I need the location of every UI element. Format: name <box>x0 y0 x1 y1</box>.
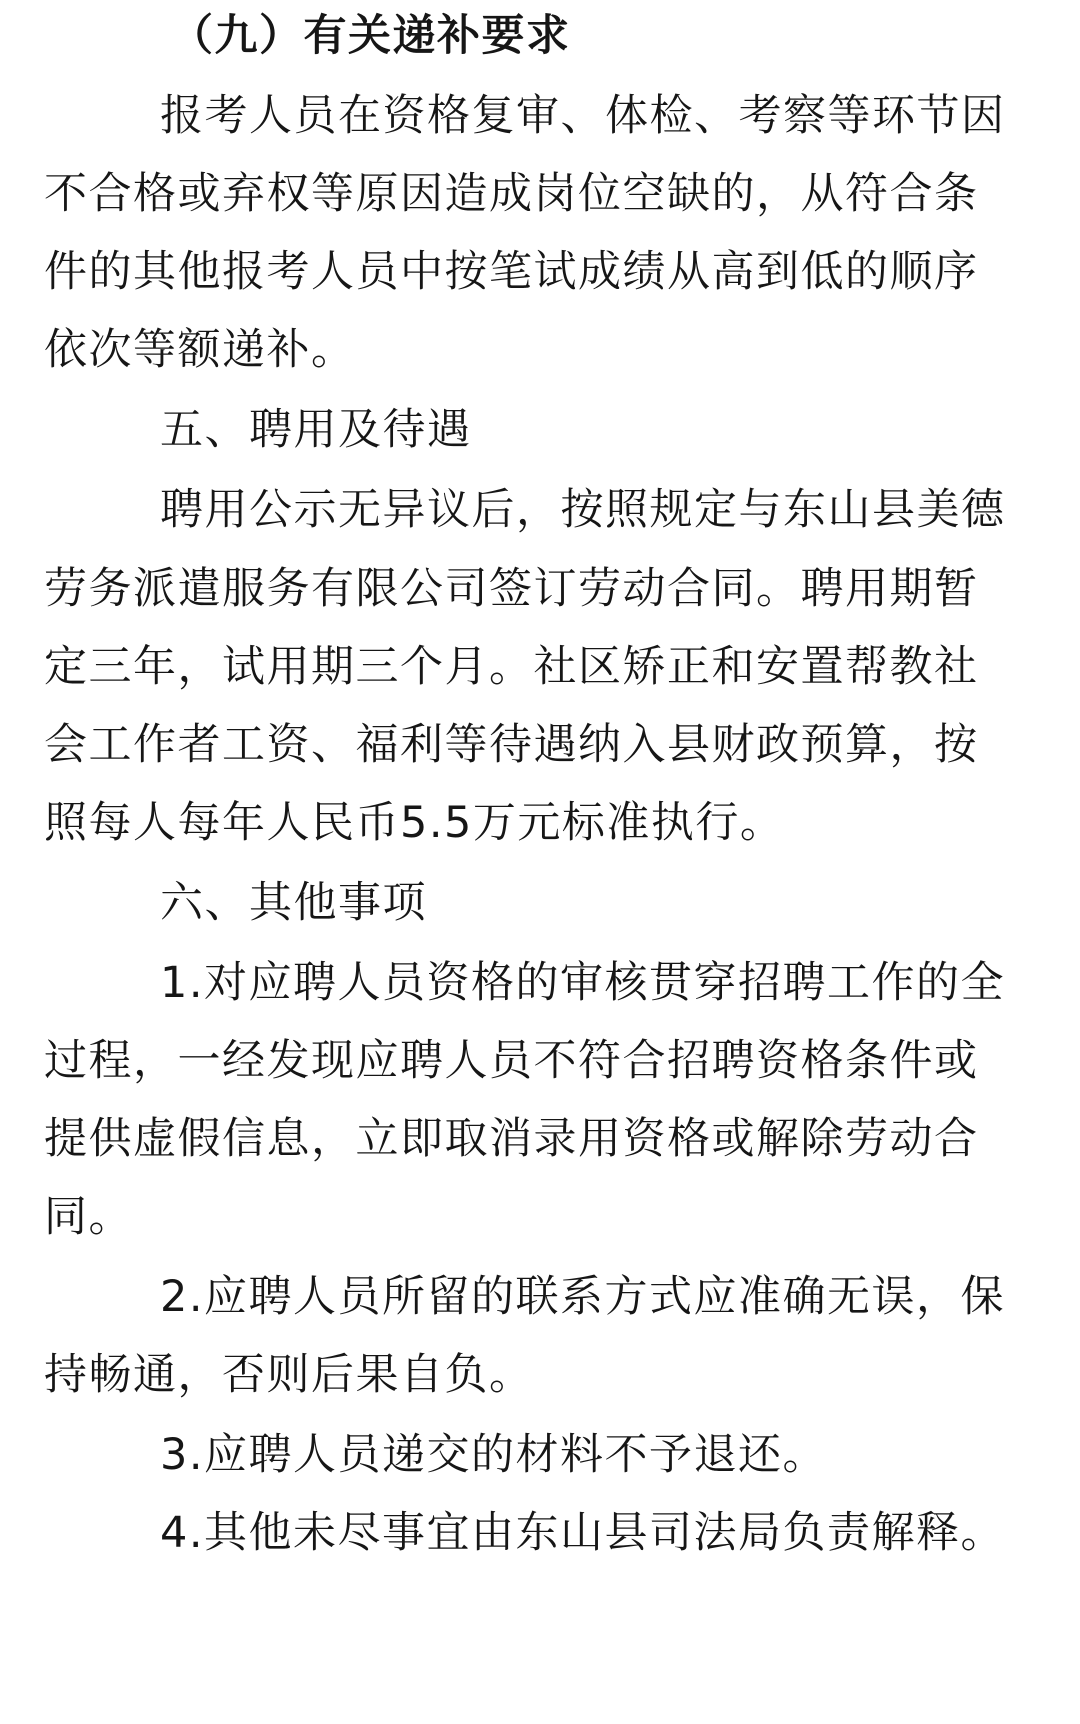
paragraph-line: 聘用公示无异议后，按照规定与东山县美德 <box>160 485 1006 535</box>
paragraph-line: 过程，一经发现应聘人员不符合招聘资格条件或 <box>44 1036 979 1086</box>
list-item-1: 1.对应聘人员资格的审核贯穿招聘工作的全 <box>160 958 1006 1008</box>
paragraph-line: 件的其他报考人员中按笔试成绩从高到低的顺序 <box>44 247 979 297</box>
paragraph-line: 提供虚假信息，立即取消录用资格或解除劳动合 <box>44 1114 979 1164</box>
paragraph-line: 同。 <box>44 1192 133 1242</box>
paragraph-line: 劳务派遣服务有限公司签订劳动合同。聘用期暂 <box>44 564 979 614</box>
section-heading-employment: 五、聘用及待遇 <box>160 405 472 455</box>
section-heading-other: 六、其他事项 <box>160 878 427 928</box>
paragraph-line: 持畅通，否则后果自负。 <box>44 1350 534 1400</box>
paragraph-line: 会工作者工资、福利等待遇纳入县财政预算，按 <box>44 720 979 770</box>
paragraph-line: 不合格或弃权等原因造成岗位空缺的，从符合条 <box>44 169 979 219</box>
paragraph-line: 依次等额递补。 <box>44 325 356 375</box>
list-item-2: 2.应聘人员所留的联系方式应准确无误，保 <box>160 1272 1006 1322</box>
paragraph-line: 定三年，试用期三个月。社区矫正和安置帮教社 <box>44 642 979 692</box>
section-heading-recruitment-supplement: （九）有关递补要求 <box>170 11 571 61</box>
list-item-3: 3.应聘人员递交的材料不予退还。 <box>160 1430 828 1480</box>
paragraph-line: 照每人每年人民币5.5万元标准执行。 <box>44 798 785 848</box>
paragraph-line: 报考人员在资格复审、体检、考察等环节因 <box>160 91 1006 141</box>
list-item-4: 4.其他未尽事宜由东山县司法局负责解释。 <box>160 1508 1006 1558</box>
